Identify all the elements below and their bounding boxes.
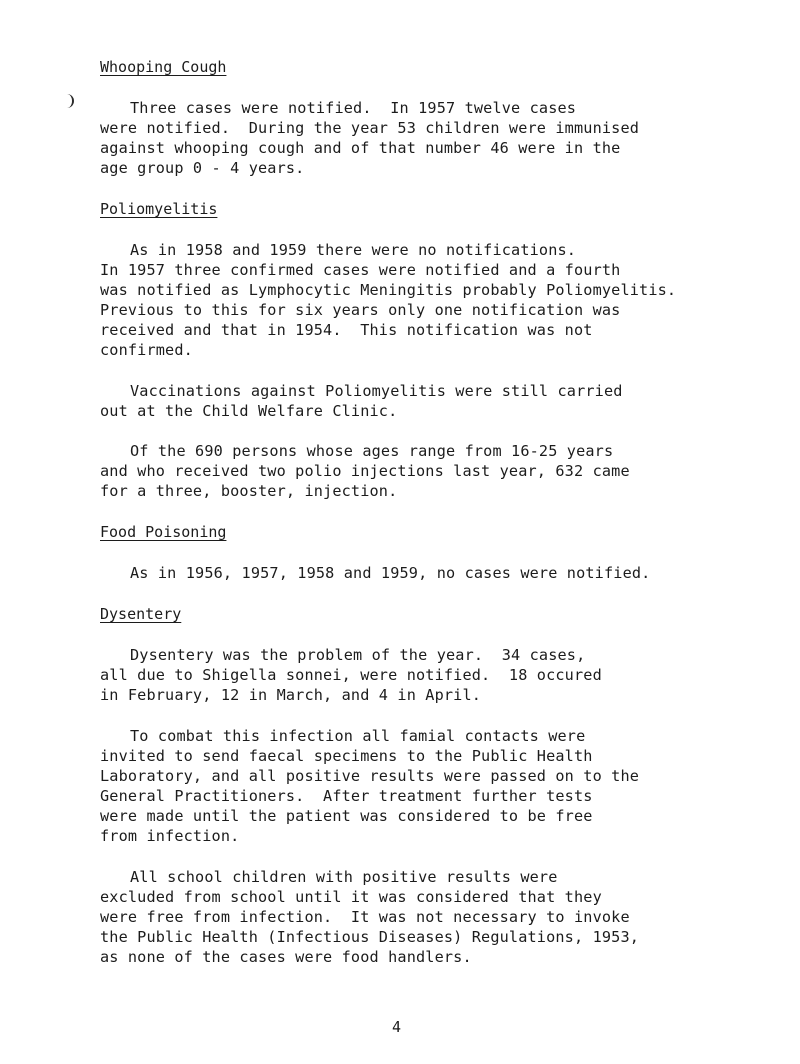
page-number: 4 (392, 1018, 402, 1036)
text-line: from infection. (100, 827, 240, 845)
text-line: Laboratory, and all positive results were passed on to the (100, 767, 640, 785)
text-line: General Practitioners. After treatment further tests (100, 787, 593, 805)
text-line: In 1957 three confirmed cases were notified and a fourth (100, 261, 621, 279)
text-line: Of the 690 persons whose ages range from 16-25 years (130, 442, 614, 460)
text-line: Dysentery was the problem of the year. 34 cases, (130, 646, 586, 664)
text-line: excluded from school until it was considered that they (100, 888, 602, 906)
text-line: for a three, booster, injection. (100, 482, 398, 500)
scan-mark (66, 94, 74, 108)
text-line: age group 0 - 4 years. (100, 159, 305, 177)
heading-whooping-cough: Whooping Cough (100, 58, 227, 76)
text-line: against whooping cough and of that number 46 were in the (100, 139, 621, 157)
heading-dysentery: Dysentery (100, 605, 182, 623)
text-line: received and that in 1954. This notification was not (100, 321, 593, 339)
text-line: were notified. During the year 53 children were immunised (100, 119, 640, 137)
text-line: in February, 12 in March, and 4 in April. (100, 686, 482, 704)
text-line: the Public Health (Infectious Diseases) Regulations, 1953, (100, 928, 640, 946)
text-line: Vaccinations against Poliomyelitis were still carried (130, 382, 623, 400)
text-line: all due to Shigella sonnei, were notified. 18 occured (100, 666, 602, 684)
text-line: As in 1958 and 1959 there were no notifications. (130, 241, 577, 259)
text-line: out at the Child Welfare Clinic. (100, 402, 398, 420)
text-line: To combat this infection all famial contacts were (130, 727, 586, 745)
text-line: Previous to this for six years only one notification was (100, 301, 621, 319)
text-line: were made until the patient was considered to be free (100, 807, 593, 825)
text-line: invited to send faecal specimens to the Public Health (100, 747, 593, 765)
text-line: were free from infection. It was not necessary to invoke (100, 908, 630, 926)
text-line: All school children with positive results were (130, 868, 558, 886)
text-line: As in 1956, 1957, 1958 and 1959, no cases were notified. (130, 564, 651, 582)
text-line: was notified as Lymphocytic Meningitis probably Poliomyelitis. (100, 281, 677, 299)
heading-poliomyelitis: Poliomyelitis (100, 200, 218, 218)
text-line: confirmed. (100, 341, 193, 359)
text-line: as none of the cases were food handlers. (100, 948, 472, 966)
text-line: Three cases were notified. In 1957 twelve cases (130, 99, 577, 117)
text-line: and who received two polio injections last year, 632 came (100, 462, 630, 480)
heading-food-poisoning: Food Poisoning (100, 523, 227, 541)
